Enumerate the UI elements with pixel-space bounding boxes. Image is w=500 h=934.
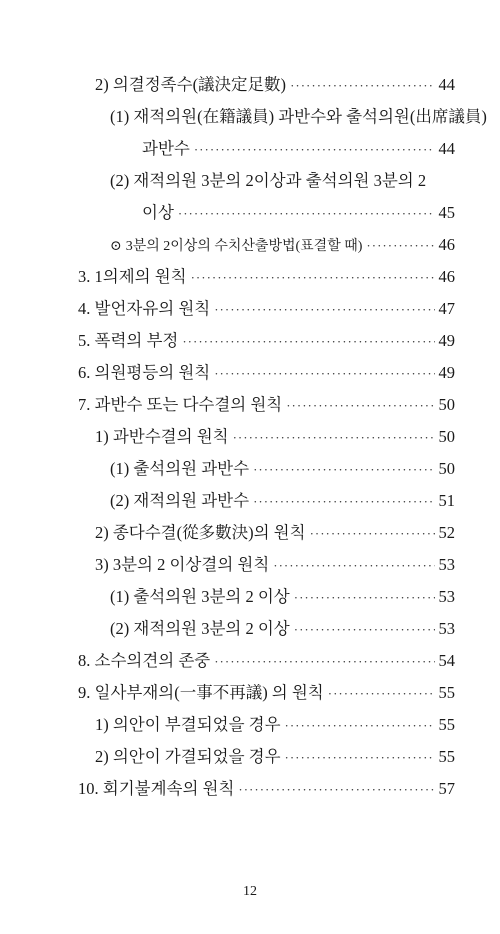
toc-entry-page: 51: [438, 491, 455, 510]
dot-leader: [214, 651, 434, 673]
toc-entry-page: 52: [438, 523, 455, 542]
toc-entry-page: 47: [438, 299, 455, 318]
toc-entry-title: 10. 회기불계속의 원칙: [78, 779, 235, 798]
toc-entry-page: 57: [438, 779, 455, 798]
toc-entry-page: 50: [438, 427, 455, 446]
toc-entry-title: 이상: [142, 203, 174, 222]
toc-entry-page: 50: [438, 395, 455, 414]
toc-entry-title: 3분의 2이상의 수치산출방법(표결할 때): [125, 239, 363, 254]
toc-entry-page: 44: [438, 75, 455, 94]
dot-leader: [214, 363, 434, 385]
toc-entry-title: 4. 발언자유의 원칙: [78, 299, 211, 318]
toc-entry-continuation: [142, 202, 455, 225]
toc-entry-page: 53: [438, 555, 455, 574]
dot-leader: [214, 299, 434, 321]
dot-leader: [294, 587, 435, 609]
toc-entry: [95, 426, 455, 449]
toc-entry-title: 1) 의안이 부결되었을 경우: [95, 715, 281, 734]
toc-entry: [95, 714, 455, 737]
toc-entry: [110, 618, 455, 641]
toc-entry-continuation: [142, 138, 455, 161]
toc-entry-title: 7. 과반수 또는 다수결의 원칙: [78, 395, 283, 414]
toc-entry: [95, 746, 455, 769]
dot-leader: [194, 139, 435, 161]
toc-entry-page: 46: [438, 267, 455, 286]
toc-entry: [78, 362, 455, 385]
toc-entry-title: 8. 소수의견의 존중: [78, 651, 211, 670]
toc-entry: [78, 298, 455, 321]
toc-entry-page: 44: [438, 139, 455, 158]
toc-entry-title: 2) 종다수결(從多數決)의 원칙: [95, 523, 306, 542]
toc-entry-page: 45: [438, 203, 455, 222]
toc-entry: [110, 490, 455, 513]
toc-entry-title: (2) 재적의원 3분의 2 이상: [110, 619, 290, 638]
dot-leader: [366, 235, 434, 257]
toc-entry-title: 2) 의결정족수(議決定足數): [95, 75, 287, 94]
toc-entry-title: (1) 출석의원 3분의 2 이상: [110, 587, 290, 606]
dot-leader: [238, 779, 434, 801]
toc-entry-page: 55: [438, 715, 455, 734]
dot-leader: [253, 459, 434, 481]
toc-entry-page: 49: [438, 331, 455, 350]
toc-entry: [78, 266, 455, 289]
dot-leader: [286, 395, 434, 417]
dot-leader: [178, 203, 435, 225]
toc-entry-page: 55: [438, 683, 455, 702]
toc-entry-title: 5. 폭력의 부정: [78, 331, 179, 350]
dot-leader: [253, 491, 434, 513]
dot-leader: [285, 715, 435, 737]
toc-entry-page: 54: [438, 651, 455, 670]
toc-entry-page: 50: [438, 459, 455, 478]
toc-entry: [95, 522, 455, 545]
toc-entry: [110, 234, 455, 258]
toc-entry-title: 3) 3분의 2 이상결의 원칙: [95, 555, 270, 574]
toc-entry-page: 55: [438, 747, 455, 766]
toc-entry-page: 53: [438, 587, 455, 606]
toc-entry-title: 9. 일사부재의(一事不再議) 의 원칙: [78, 683, 324, 702]
toc-entry: [95, 554, 455, 577]
toc-entry: [110, 586, 455, 609]
toc-entry: [78, 778, 455, 801]
dot-leader: [273, 555, 434, 577]
toc-entry-title: 3. 1의제의 원칙: [78, 267, 187, 286]
dot-leader: [191, 267, 435, 289]
toc-entry: [110, 458, 455, 481]
toc-entry-title: 6. 의원평등의 원칙: [78, 363, 211, 382]
toc-entry: [78, 330, 455, 353]
toc-entry: [110, 106, 487, 128]
toc-entry-title: (1) 출석의원 과반수: [110, 459, 250, 478]
toc-entry: [78, 394, 455, 417]
dot-leader: [290, 75, 434, 97]
toc-entry-page: 46: [438, 235, 455, 254]
toc-entry-title: (2) 재적의원 과반수: [110, 491, 250, 510]
toc-entry-title: (1) 재적의원(在籍議員) 과반수와 출석의원(出席議員): [110, 107, 487, 126]
dot-leader: [233, 427, 435, 449]
dot-leader: [182, 331, 434, 353]
toc-entry-page: 53: [438, 619, 455, 638]
dot-leader: [285, 747, 435, 769]
toc-entry-title: (2) 재적의원 3분의 2이상과 출석의원 3분의 2: [110, 171, 427, 190]
dot-leader: [310, 523, 435, 545]
circled-dot-bullet-icon: ⊙: [110, 239, 122, 254]
toc-entry-title: 1) 과반수결의 원칙: [95, 427, 229, 446]
toc-entry: [78, 650, 455, 673]
toc-entry-page: 49: [438, 363, 455, 382]
toc-entry-title: 2) 의안이 가결되었을 경우: [95, 747, 281, 766]
toc-entry-title: 과반수: [142, 139, 190, 158]
toc-entry: [78, 682, 455, 705]
page-number: 12: [243, 884, 257, 899]
dot-leader: [294, 619, 435, 641]
dot-leader: [328, 683, 435, 705]
toc-entry: [110, 170, 426, 192]
toc-entry: [95, 74, 455, 97]
